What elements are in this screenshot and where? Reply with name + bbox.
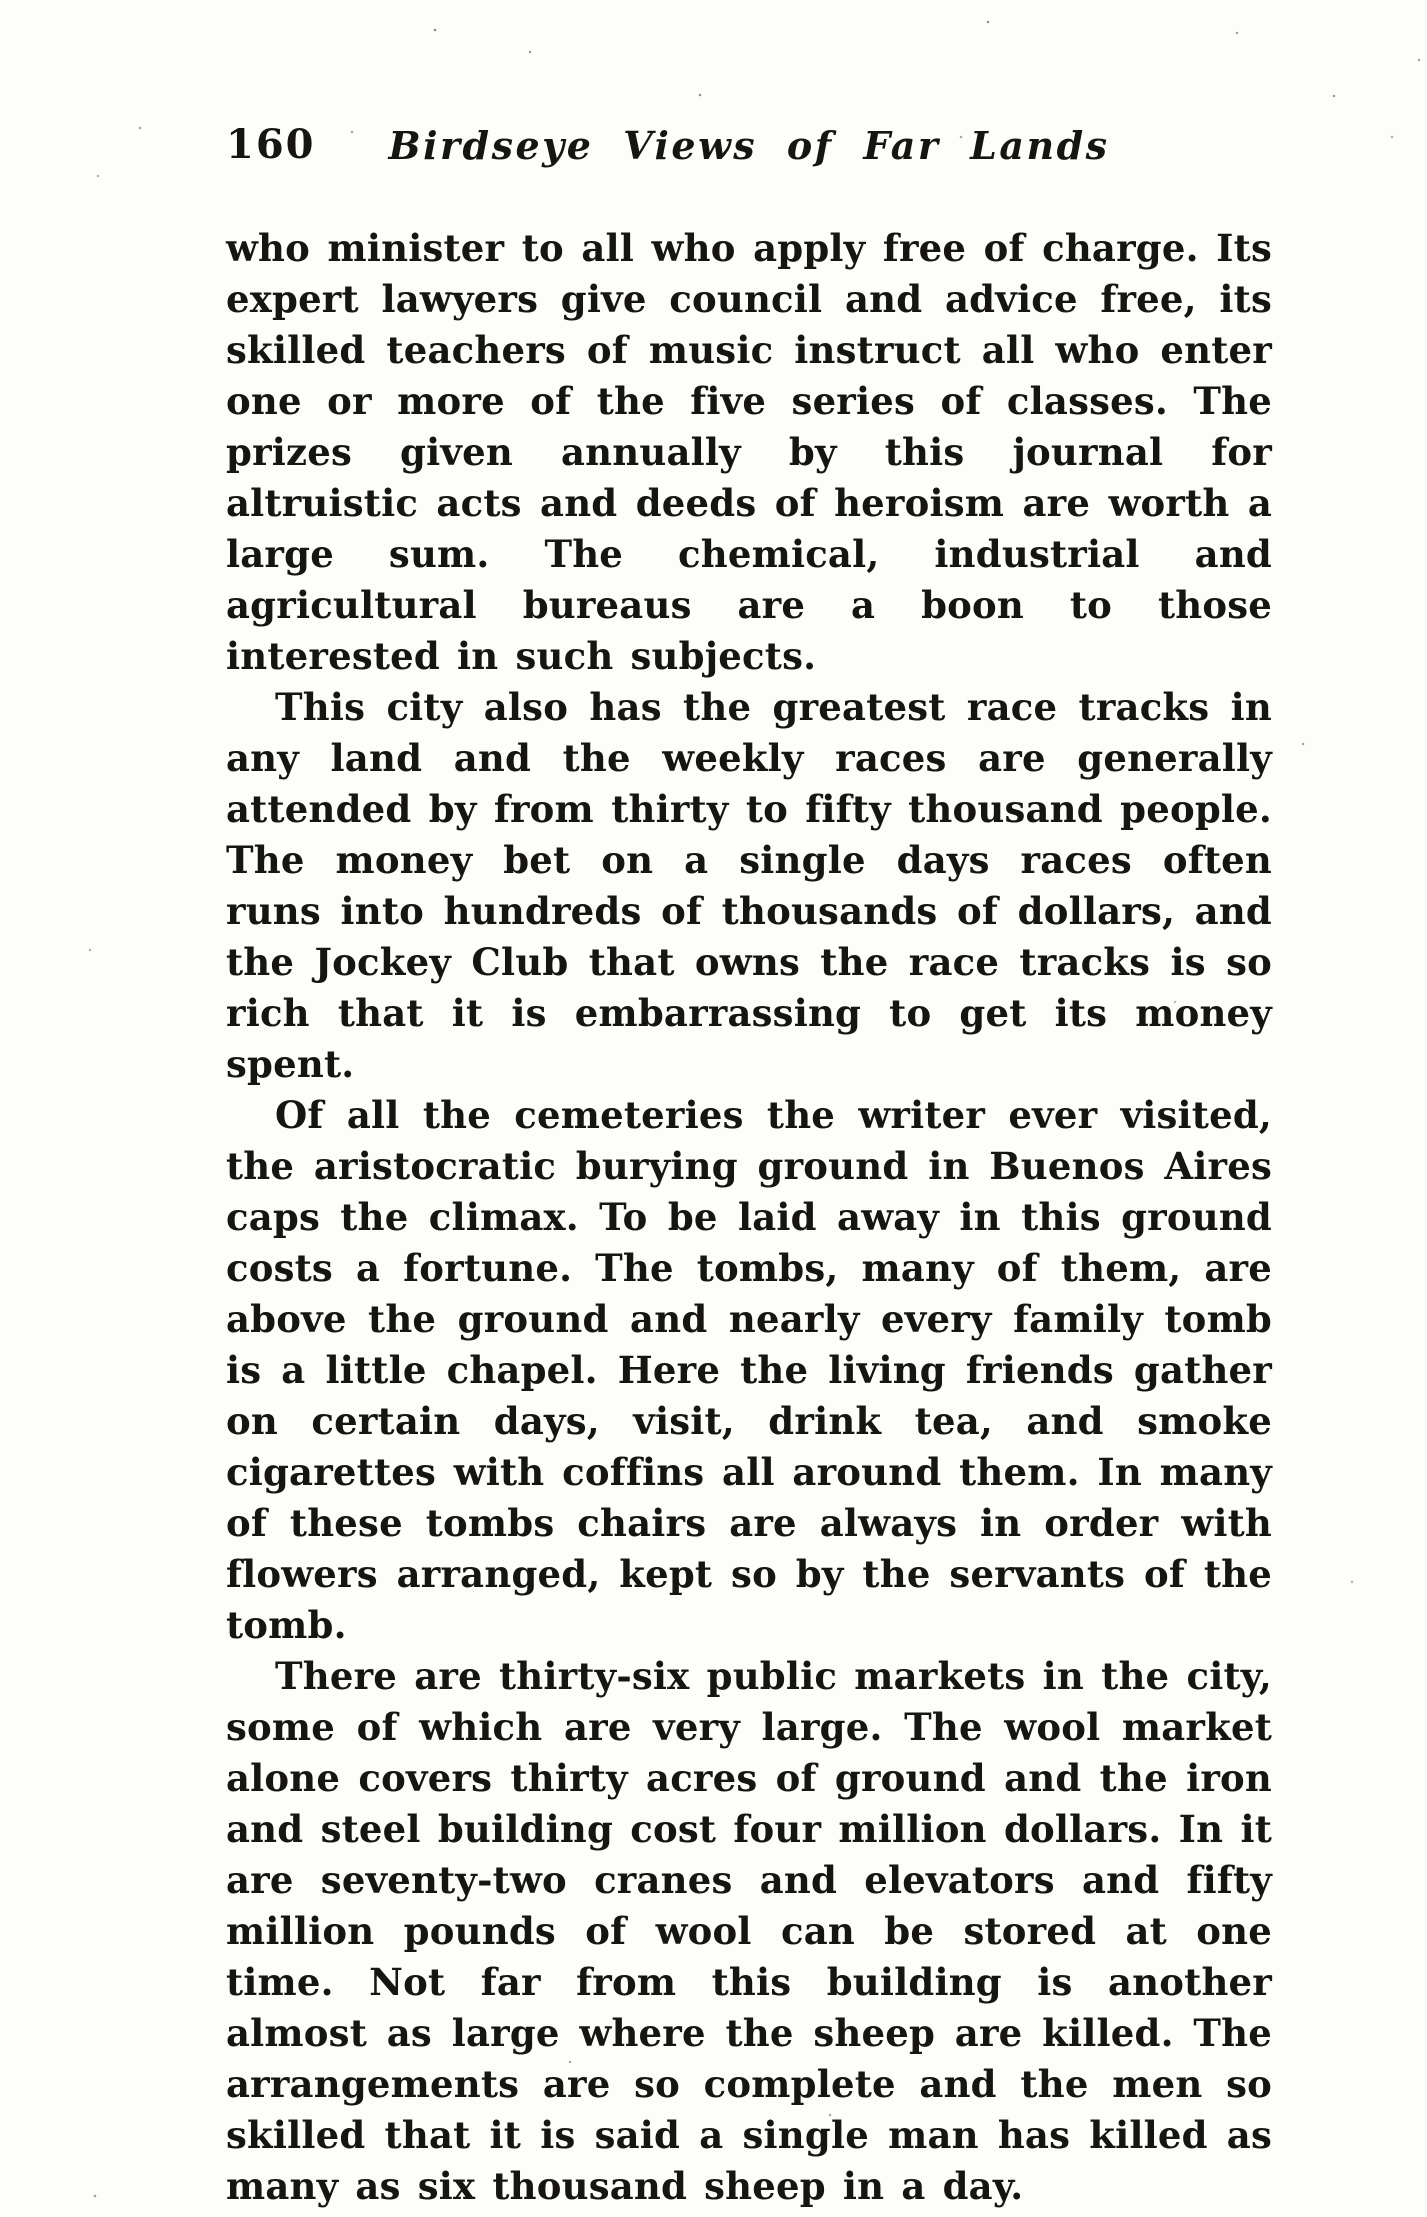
paragraph-3: Of all the cemeteries the writer ever visited, the aristocratic burying ground in Buenos Aires caps the climax. To be laid away in this ground costs a fortune. The tombs, many of them, are above the ground and nearly every family tomb is a little chapel. Here the living friends gather on certain days, visit, drink tea, and smoke cigarettes with coffins all around them. In many of these tombs chairs are always in order with flowers arranged, kept so by the servants of the tomb. [226, 1093, 1272, 1647]
running-title: Birdseye Views of Far Lands [388, 123, 1110, 168]
paragraph-4: There are thirty-six public markets in the city, some of which are very large. The wool market alone covers thirty acres of ground and the iron and steel building cost four million dollars. In it are seventy-two cranes and elevators and fifty million pounds of wool can be stored at one time. Not far from this building is another almost as large where the sheep are killed. The arrangements are so complete and the men so skilled that it is said a single man has killed as many as six thousand sheep in a day. [226, 1654, 1272, 2208]
page-number: 160 [226, 121, 316, 168]
paragraph-1: who minister to all who apply free of charge. Its expert lawyers give council and advice free, its skilled teachers of music instruct all who enter one or more of the five series of classes. The prizes given annually by this journal for altruistic acts and deeds of heroism are worth a large sum. The chemical, industrial and agricultural bureaus are a boon to those interested in such subjects. [226, 226, 1272, 678]
paragraph-2: This city also has the greatest race tracks in any land and the weekly races are generally attended by from thirty to fifty thousand people. The money bet on a single days races often runs into hundreds of thousands of dollars, and the Jockey Club that owns the race tracks is so rich that it is embarrassing to get its money spent. [226, 685, 1272, 1086]
page-header [226, 121, 1272, 170]
page-body-text [226, 223, 1272, 2212]
